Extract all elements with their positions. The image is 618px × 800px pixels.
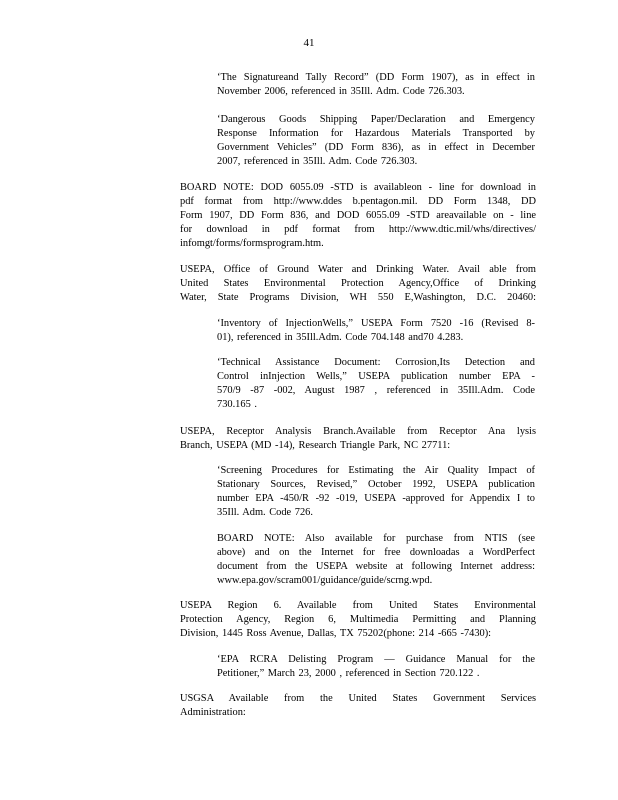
reference-signature-tally-record [217,71,535,99]
text-line: ‘Technical Assistance Document: Corrosion,Its Detection and [217,357,535,368]
reference-screening-procedures [217,464,535,520]
board-note-ntis [217,532,535,588]
source-usepa-receptor-analysis [180,425,536,453]
reference-epa-rcra-delisting [217,653,535,681]
text-line: ‘The Signatureand Tally Record” (DD Form 1907), as in effect in [217,72,535,83]
text-line: Protection Agency, Region 6, Multimedia Permitting and Planning [180,614,536,625]
text-line: number EPA -450/R -92 -019, USEPA -approved for Appendix I to [217,493,535,504]
text-line: Water, State Programs Division, WH 550 E,Washington, D.C. 20460: [180,292,536,303]
text-line: Form 1907, DD Form 836, and DOD 6055.09 -STD areavailable on - line [180,210,536,221]
text-line: pdf format from http://www.ddes b.pentagon.mil. DD Form 1348, DD [180,196,536,207]
source-usepa-region-6 [180,599,536,641]
text-line: Control inInjection Wells,” USEPA publication number EPA - [217,371,535,382]
reference-technical-assistance [217,356,535,412]
text-line: November 2006, referenced in 35Ill. Adm. Code 726.303. [217,86,465,97]
text-line: BOARD NOTE: Also available for purchase from NTIS (see [217,533,535,544]
text-line: ‘EPA RCRA Delisting Program — Guidance Manual for the [217,654,535,665]
text-line: Stationary Sources, Revised,” October 1992, USEPA publication [217,479,535,490]
text-line: Branch, USEPA (MD -14), Research Triangle Park, NC 27711: [180,440,451,451]
text-line: Petitioner,” March 23, 2000 , referenced in Section 720.122 . [217,668,480,679]
text-line: ‘Screening Procedures for Estimating the Air Quality Impact of [217,465,535,476]
source-usepa-ground-water [180,263,536,305]
page-number: 41 [303,37,315,49]
board-note-dod [180,181,536,251]
reference-dangerous-goods [217,113,535,169]
text-line: USGSA Available from the United States Government Services [180,693,536,704]
text-line: infomgt/forms/formsprogram.htm. [180,238,324,249]
text-line: ‘Dangerous Goods Shipping Paper/Declaration and Emergency [217,114,535,125]
text-line: Administration: [180,707,246,718]
text-line: www.epa.gov/scram001/guidance/guide/scrng.wpd. [217,575,433,586]
text-line: Division, 1445 Ross Avenue, Dallas, TX 75202(phone: 214 -665 -7430): [180,628,492,639]
text-line: 35Ill. Adm. Code 726. [217,507,313,518]
text-line: 570/9 -87 -002, August 1987 , referenced in 35Ill.Adm. Code [217,385,535,396]
text-line: above) and on the Internet for free downloadas a WordPerfect [217,547,535,558]
text-line: BOARD NOTE: DOD 6055.09 -STD is availableon - line for download in [180,182,536,193]
text-line: USEPA Region 6. Available from United States Environmental [180,600,536,611]
text-line: USEPA, Receptor Analysis Branch.Available from Receptor Ana lysis [180,426,536,437]
reference-inventory-injection-wells [217,317,535,345]
text-line: 01), referenced in 35Ill.Adm. Code 704.148 and70 4.283. [217,332,464,343]
text-line: 2007, referenced in 35Ill. Adm. Code 726.303. [217,156,418,167]
text-line: 730.165 . [217,399,257,410]
text-line: ‘Inventory of InjectionWells,” USEPA Form 7520 -16 (Revised 8- [217,318,535,329]
text-line: United States Environmental Protection Agency,Office of Drinking [180,278,536,289]
source-usgsa [180,692,536,720]
text-line: Response Information for Hazardous Materials Transported by [217,128,535,139]
text-line: document from the USEPA website at following Internet address: [217,561,535,572]
text-line: for download in pdf format from http://www.dtic.mil/whs/directives/ [180,224,536,235]
text-line: USEPA, Office of Ground Water and Drinking Water. Avail able from [180,264,536,275]
text-line: Government Vehicles” (DD Form 836), as in effect in December [217,142,535,153]
